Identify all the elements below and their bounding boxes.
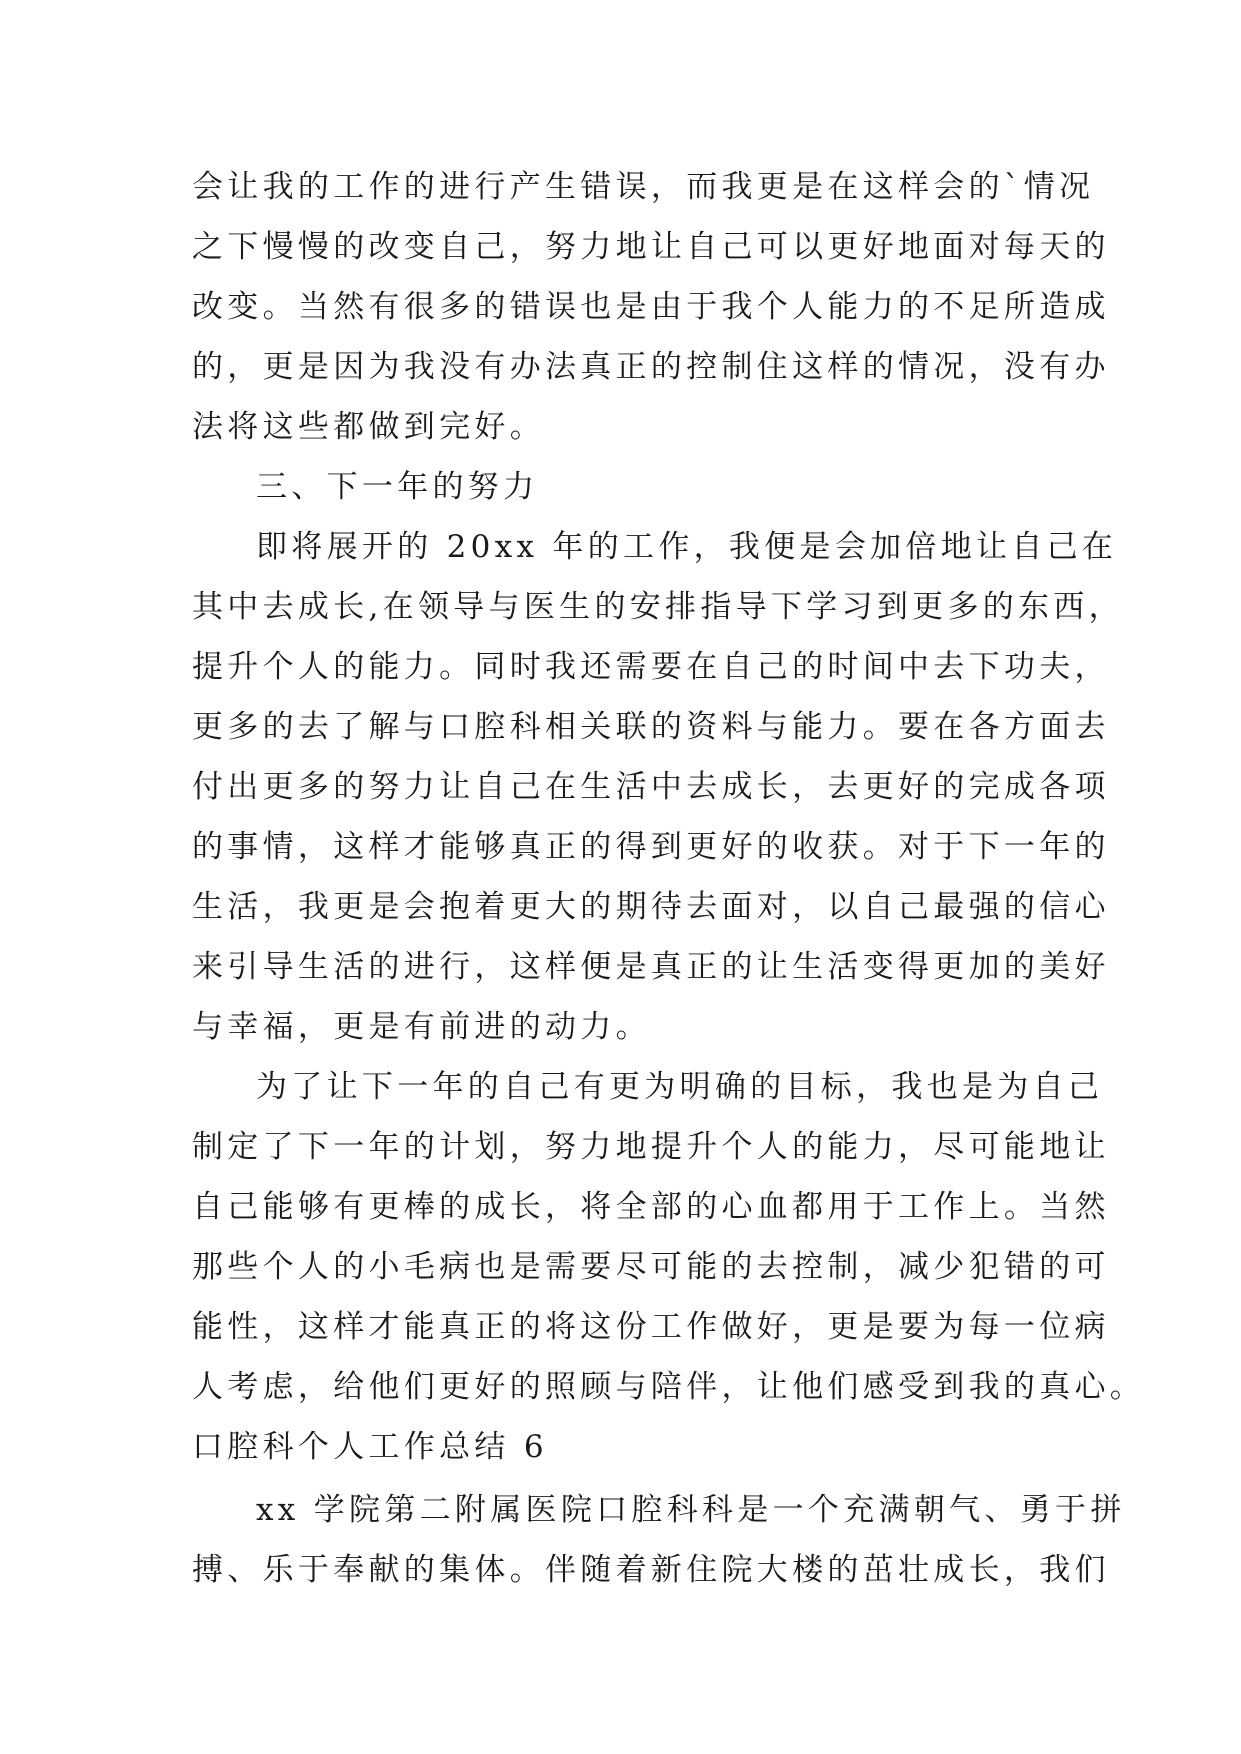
text-line: 改变。当然有很多的错误也是由于我个人能力的不足所造成 [192,289,1110,325]
text-line: 生活，我更是会抱着更大的期待去面对，以自己最强的信心 [192,889,1110,925]
text-line: 能性，这样才能真正的将这份工作做好，更是要为每一位病 [192,1309,1110,1345]
text-line: 那些个人的小毛病也是需要尽可能的去控制，减少犯错的可 [192,1249,1110,1285]
paragraph-first-line: 即将展开的 20xx 年的工作，我便是会加倍地让自己在 [256,529,1118,565]
text-line: 制定了下一年的计划，努力地提升个人的能力，尽可能地让 [192,1129,1110,1165]
text-line: 更多的去了解与口腔科相关联的资料与能力。要在各方面去 [192,709,1110,745]
paragraph-first-line: 为了让下一年的自己有更为明确的目标，我也是为自己 [256,1069,1104,1105]
text-line: 其中去成长,在领导与医生的安排指导下学习到更多的东西， [192,589,1124,625]
paragraph-first-line: xx 学院第二附属医院口腔科科是一个充满朝气、勇于拼 [256,1492,1126,1528]
text-line: 法将这些都做到完好。 [192,409,545,445]
text-line: 之下慢慢的改变自己，努力地让自己可以更好地面对每天的 [192,229,1110,265]
text-line: 会让我的工作的进行产生错误，而我更是在这样会的`情况 [192,169,1095,205]
text-line: 提升个人的能力。同时我还需要在自己的时间中去下功夫， [192,649,1110,685]
text-line: 来引导生活的进行，这样便是真正的让生活变得更加的美好 [192,949,1110,985]
document-title: 口腔科个人工作总结 6 [192,1429,548,1465]
text-line: 自己能够有更棒的成长，将全部的心血都用于工作上。当然 [192,1189,1110,1225]
text-line: 人考虑，给他们更好的照顾与陪伴，让他们感受到我的真心。 [192,1369,1146,1405]
text-line: 付出更多的努力让自己在生活中去成长，去更好的完成各项 [192,769,1110,805]
text-line: 搏、乐于奉献的集体。伴随着新住院大楼的茁壮成长，我们 [192,1552,1110,1588]
text-line: 的事情，这样才能够真正的得到更好的收获。对于下一年的 [192,829,1110,865]
text-line: 的，更是因为我没有办法真正的控制住这样的情况，没有办 [192,349,1110,385]
section-heading: 三、下一年的努力 [256,469,539,505]
text-line: 与幸福，更是有前进的动力。 [192,1009,651,1045]
